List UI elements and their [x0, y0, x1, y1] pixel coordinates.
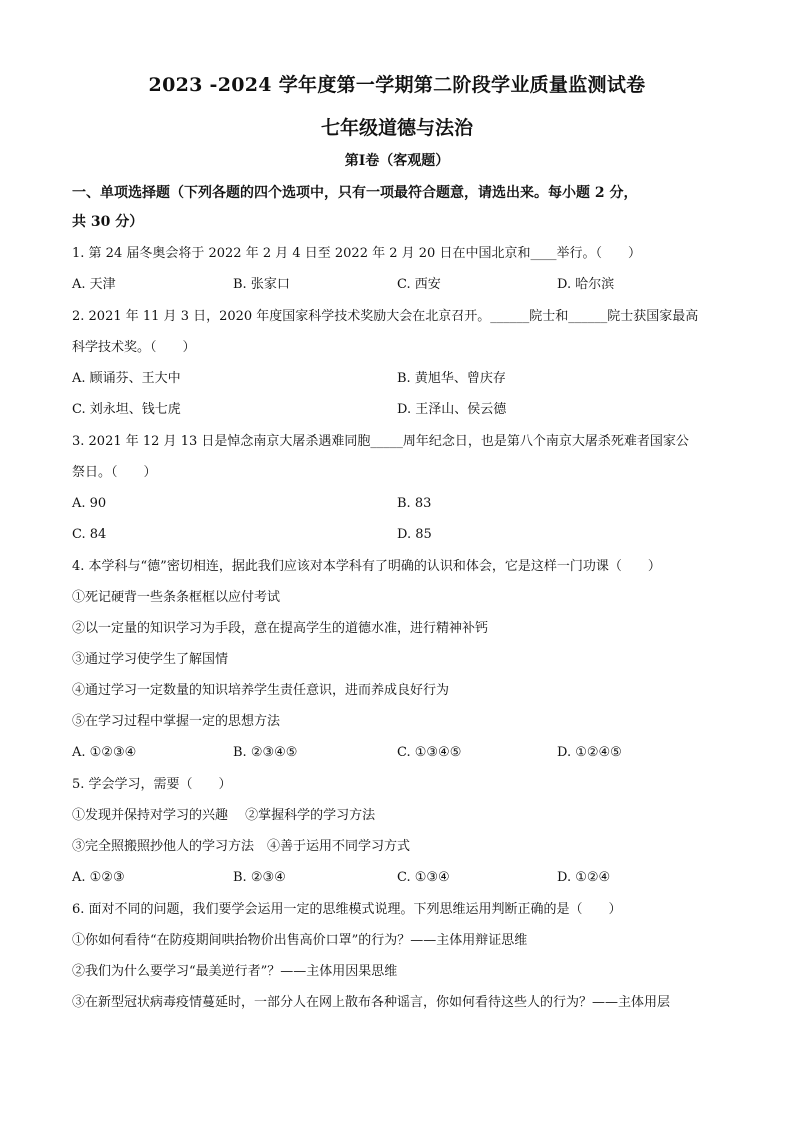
q4-stem: 4. 本学科与“德”密切相连，据此我们应该对本学科有了明确的认识和体会，它是这样一门功课（ ）	[72, 559, 661, 574]
q5-option-a: A. ①②③	[72, 870, 125, 885]
q4-statement-3: ③通过学习使学生了解国情	[72, 652, 229, 667]
section-heading-cont: 共 30 分）	[72, 214, 144, 230]
q2-stem-cont: 科学技术奖。（ ）	[72, 340, 196, 355]
q2-option-b: B. 黄旭华、曾庆存	[397, 371, 506, 386]
q3-option-c: C. 84	[72, 527, 107, 542]
q5-option-b: B. ②③④	[233, 870, 286, 885]
q1-option-a: A. 天津	[72, 277, 116, 292]
q4-statement-2: ②以一定量的知识学习为手段，意在提高学生的道德水准，进行精神补钙	[72, 621, 489, 636]
q3-option-d: D. 85	[397, 527, 432, 542]
q1-option-d: D. 哈尔滨	[557, 277, 615, 292]
q2-option-c: C. 刘永坦、钱七虎	[72, 402, 181, 417]
q5-statement-2: ③完全照搬照抄他人的学习方法 ④善于运用不同学习方式	[72, 839, 411, 854]
q4-statement-4: ④通过学习一定数量的知识培养学生责任意识，进而养成良好行为	[72, 683, 450, 698]
exam-title: 2023 -2024 学年度第一学期第二阶段学业质量监测试卷	[148, 74, 646, 96]
q4-option-a: A. ①②③④	[72, 745, 137, 760]
q3-option-a: A. 90	[72, 496, 107, 511]
q6-statement-3: ③在新型冠状病毒疫情蔓延时，一部分人在网上散布各种谣言，你如何看待这些人的行为？——主体用层	[72, 995, 671, 1010]
q4-option-c: C. ①③④⑤	[397, 745, 462, 760]
q2-stem: 2. 2021 年 11 月 3 日，2020 年度国家科学技术奖励大会在北京召开。______院士和______院士获国家最高	[72, 309, 699, 324]
q6-statement-1: ①你如何看待“在防疫期间哄抬物价出售高价口罩”的行为？——主体用辩证思维	[72, 933, 528, 948]
volume-label: 第Ⅰ卷（客观题）	[344, 153, 450, 169]
section-heading: 一、单项选择题（下列各题的四个选项中，只有一项最符合题意，请选出来。每小题 2 分，	[72, 185, 638, 201]
q6-stem: 6. 面对不同的问题，我们要学会运用一定的思维模式说理。下列思维运用判断正确的是（ ）	[72, 902, 622, 917]
q5-statement-1: ①发现并保持对学习的兴趣 ②掌握科学的学习方法	[72, 808, 376, 823]
q6-statement-2: ②我们为什么要学习“最美逆行者”？——主体用因果思维	[72, 964, 398, 979]
q3-stem-cont: 祭日。（ ）	[72, 465, 157, 480]
q3-stem: 3. 2021 年 12 月 13 日是悼念南京大屠杀遇难同胞_____周年纪念日，也是第八个南京大屠杀死难者国家公	[72, 434, 689, 449]
q1-stem: 1. 第 24 届冬奥会将于 2022 年 2 月 4 日至 2022 年 2 月 20 日在中国北京和____举行。（ ）	[72, 246, 641, 261]
q5-option-d: D. ①②④	[557, 870, 611, 885]
q4-option-d: D. ①②④⑤	[557, 745, 622, 760]
q4-statement-1: ①死记硬背一些条条框框以应付考试	[72, 590, 281, 605]
q5-stem: 5. 学会学习，需要（ ）	[72, 777, 232, 792]
q5-option-c: C. ①③④	[397, 870, 450, 885]
q1-option-b: B. 张家口	[233, 277, 290, 292]
q1-option-c: C. 西安	[397, 277, 441, 292]
q3-option-b: B. 83	[397, 496, 432, 511]
q2-option-a: A. 顾诵芬、王大中	[72, 371, 181, 386]
q2-option-d: D. 王泽山、侯云德	[397, 402, 507, 417]
q4-statement-5: ⑤在学习过程中掌握一定的思想方法	[72, 714, 281, 729]
exam-subtitle: 七年级道德与法治	[320, 117, 473, 139]
q4-option-b: B. ②③④⑤	[233, 745, 298, 760]
